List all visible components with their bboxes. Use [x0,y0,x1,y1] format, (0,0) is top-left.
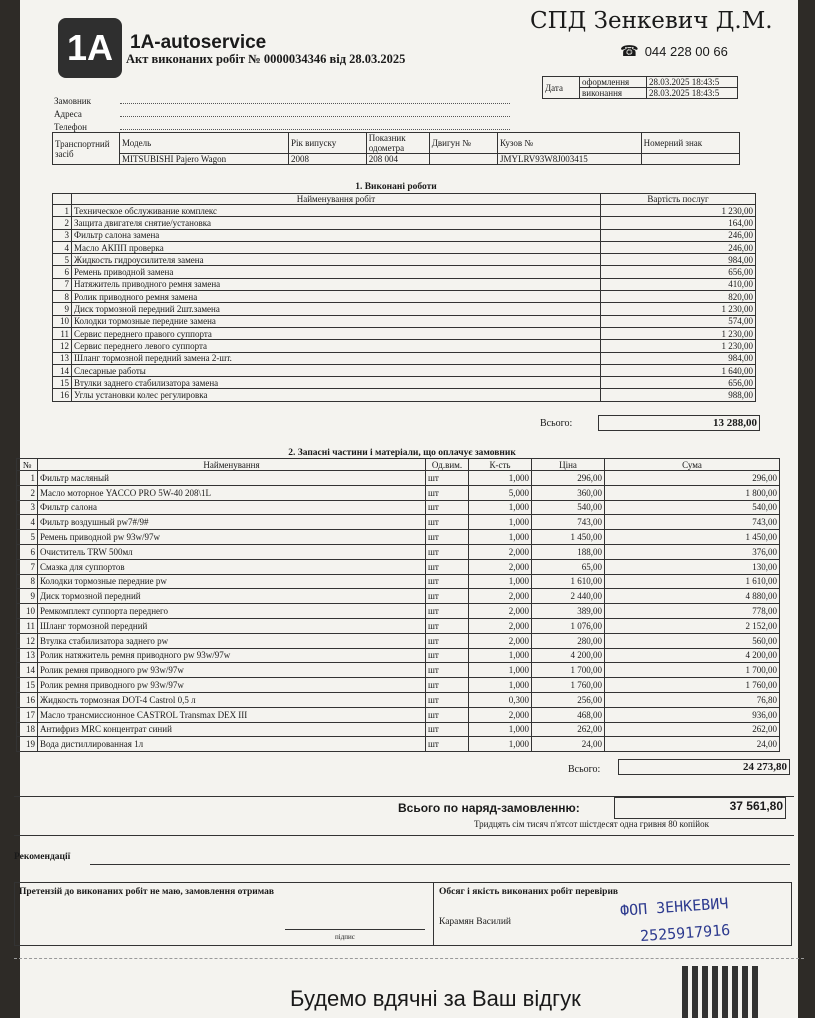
works-row-name: Ролик приводного ремня замена [72,291,601,303]
works-title: 1. Виконані роботи [355,182,437,192]
vehicle-label: Транспортний засіб [53,133,120,165]
parts-row [17,737,780,752]
works-row-no: 5 [53,254,72,266]
parts-row-qty: 2,000 [469,604,532,619]
parts-table [16,458,780,752]
works-row-name: Шланг тормозной передний замена 2-шт. [72,352,601,364]
works-row-cost: 410,00 [601,278,756,290]
parts-row-sum: 936,00 [605,707,780,722]
works-row-name: Сервис переднего правого суппорта [72,327,601,339]
works-row [53,340,756,352]
works-row-no: 1 [53,205,72,217]
works-row-no: 14 [53,364,72,376]
parts-row [17,530,780,545]
parts-row-name: Ремкомплект суппорта переднего [38,604,426,619]
parts-row-price: 256,00 [532,692,605,707]
works-row [53,352,756,364]
parts-row-unit: шт [426,707,469,722]
parts-row-no: 17 [17,707,38,722]
works-row-cost: 246,00 [601,241,756,253]
parts-row-name: Диск тормозной передний [38,589,426,604]
works-row [53,278,756,290]
parts-row [17,692,780,707]
parts-qty-header: К-сть [469,459,532,471]
parts-no-header: № [17,459,38,471]
parts-row-unit: шт [426,574,469,589]
parts-row-name: Антифриз MRC концентрат синий [38,722,426,737]
works-cost-header: Вартість послуг [601,194,756,205]
parts-row-sum: 130,00 [605,559,780,574]
parts-row [17,663,780,678]
works-name-header: Найменування робіт [72,194,601,205]
vehicle-table [52,132,740,165]
works-row [53,291,756,303]
parts-row-price: 24,00 [532,737,605,752]
engine-label: Двигун № [429,133,497,154]
parts-row-unit: шт [426,544,469,559]
works-row-no: 10 [53,315,72,327]
parts-row-unit: шт [426,633,469,648]
works-row-name: Слесарные работы [72,364,601,376]
parts-row-qty: 1,000 [469,574,532,589]
odo-label: Показник одометра [366,133,429,154]
parts-row [17,722,780,737]
parts-row-name: Масло трансмиссионное CASTROL Transmax DEX III [38,707,426,722]
grand-total-value: 37 561,80 [614,797,786,819]
works-row-name: Диск тормозной передний 2шт.замена [72,303,601,315]
parts-row-name: Жидкость тормозная DOT-4 Castrol 0,5 л [38,692,426,707]
parts-row-sum: 1 700,00 [605,663,780,678]
parts-name-header: Найменування [38,459,426,471]
client-line [120,93,510,104]
parts-row-unit: шт [426,604,469,619]
parts-row-price: 468,00 [532,707,605,722]
works-row [53,266,756,278]
works-total: 13 288,00 [598,415,760,431]
parts-row-sum: 2 152,00 [605,618,780,633]
works-row-cost: 1 640,00 [601,364,756,376]
model-label: Модель [120,133,289,154]
parts-row-name: Вода дистиллированная 1л [38,737,426,752]
works-row-cost: 656,00 [601,377,756,389]
grand-total-label: Всього по наряд-замовленню: [398,801,580,815]
parts-row-sum: 540,00 [605,500,780,515]
stamp-code: 2525917916 [639,920,731,946]
parts-row-no: 4 [17,515,38,530]
works-row-no: 6 [53,266,72,278]
company-logo: 1A [58,18,122,78]
parts-row-sum: 743,00 [605,515,780,530]
parts-row-unit: шт [426,722,469,737]
works-row-name: Сервис переднего левого суппорта [72,340,601,352]
parts-sum-header: Сума [605,459,780,471]
works-row-no: 15 [53,377,72,389]
body-value: JMYLRV93W8J003415 [498,154,642,165]
works-row-name: Защита двигателя снятие/установка [72,217,601,229]
works-row-no: 9 [53,303,72,315]
parts-row-no: 16 [17,692,38,707]
parts-row-name: Фильтр масляный [38,471,426,486]
parts-row-sum: 296,00 [605,471,780,486]
parts-price-header: Ціна [532,459,605,471]
works-row-no: 13 [53,352,72,364]
address-line [120,106,510,117]
parts-row-price: 1 700,00 [532,663,605,678]
parts-row-no: 19 [17,737,38,752]
claim-text: Претензій до виконаних робіт не маю, замовлення отримав [19,887,275,897]
parts-row-qty: 5,000 [469,485,532,500]
works-row-cost: 984,00 [601,254,756,266]
works-row-name: Колодки тормозные передние замена [72,315,601,327]
parts-row-unit: шт [426,471,469,486]
parts-row [17,604,780,619]
parts-row-unit: шт [426,737,469,752]
parts-row-price: 540,00 [532,500,605,515]
parts-row-no: 12 [17,633,38,648]
works-row-cost: 984,00 [601,352,756,364]
works-row-cost: 988,00 [601,389,756,401]
parts-row [17,633,780,648]
works-row [53,327,756,339]
parts-row [17,471,780,486]
parts-row [17,618,780,633]
works-no-header [53,194,72,205]
parts-row [17,678,780,693]
parts-row-no: 13 [17,648,38,663]
parts-row-qty: 1,000 [469,471,532,486]
works-row-name: Ремень приводной замена [72,266,601,278]
parts-row-no: 2 [17,485,38,500]
parts-unit-header: Од.вим. [426,459,469,471]
parts-row-price: 280,00 [532,633,605,648]
parts-row-qty: 1,000 [469,515,532,530]
parts-total: 24 273,80 [618,759,790,775]
parts-row-unit: шт [426,678,469,693]
model-value: MITSUBISHI Pajero Wagon [120,154,289,165]
works-row [53,377,756,389]
recommend-label: Рекомендації [14,852,71,862]
works-row [53,315,756,327]
plate-label: Номерний знак [641,133,739,154]
parts-row-unit: шт [426,485,469,500]
parts-row-name: Колодки тормозные передние pw [38,574,426,589]
works-table [52,193,756,402]
parts-row-name: Ролик натяжитель ремня приводного pw 93w/97w [38,648,426,663]
parts-row-no: 6 [17,544,38,559]
engine-value [429,154,497,165]
grand-total-box [14,796,794,836]
parts-row-qty: 1,000 [469,663,532,678]
phone-label: Телефон [54,122,87,132]
parts-row [17,648,780,663]
parts-row-name: Шланг тормозной передний [38,618,426,633]
works-row-no: 7 [53,278,72,290]
parts-row-sum: 24,00 [605,737,780,752]
parts-row-qty: 1,000 [469,737,532,752]
works-row [53,229,756,241]
parts-row-qty: 2,000 [469,618,532,633]
brand-name: 1A-autoservice [130,32,267,53]
works-row-cost: 1 230,00 [601,205,756,217]
parts-row-price: 1 760,00 [532,678,605,693]
parts-row-no: 5 [17,530,38,545]
parts-row-no: 3 [17,500,38,515]
parts-row [17,500,780,515]
year-value: 2008 [288,154,366,165]
parts-row-price: 296,00 [532,471,605,486]
parts-row-name: Втулка стабилизатора заднего pw [38,633,426,648]
parts-row-price: 1 450,00 [532,530,605,545]
works-row [53,217,756,229]
parts-row-unit: шт [426,692,469,707]
parts-row-price: 743,00 [532,515,605,530]
parts-row-sum: 4 880,00 [605,589,780,604]
parts-row-no: 18 [17,722,38,737]
parts-row-unit: шт [426,648,469,663]
parts-row [17,544,780,559]
parts-title: 2. Запасні частини і матеріали, що оплачує замовник [288,448,516,458]
parts-row-name: Масло моторное YACCO PRO 5W-40 208\1L [38,485,426,500]
plate-value [641,154,739,165]
client-label: Замовник [54,96,91,106]
address-label: Адреса [54,109,82,119]
recommend-line [90,852,790,865]
parts-row-no: 14 [17,663,38,678]
phone-number: ☎ 044 228 00 66 [620,43,728,60]
works-row-cost: 1 230,00 [601,327,756,339]
feedback-text: Будемо вдячні за Ваш відгук [290,986,581,1011]
signature-divider [433,883,434,945]
parts-row-no: 7 [17,559,38,574]
act-title: Акт виконаних робіт № 0000034346 від 28.03.2025 [126,52,406,66]
parts-row-qty: 1,000 [469,500,532,515]
parts-row-unit: шт [426,618,469,633]
parts-row-no: 9 [17,589,38,604]
parts-row-unit: шт [426,530,469,545]
amount-in-words: Тридцять сім тисяч п'ятсот шістдесят одна гривня 80 копійок [474,819,709,829]
parts-row-price: 1 076,00 [532,618,605,633]
parts-row-price: 389,00 [532,604,605,619]
works-row-cost: 820,00 [601,291,756,303]
works-row [53,254,756,266]
parts-row-qty: 2,000 [469,544,532,559]
works-row [53,241,756,253]
parts-row-name: Смазка для суппортов [38,559,426,574]
parts-row-name: Ремень приводной pw 93w/97w [38,530,426,545]
cut-line [14,958,804,959]
inspector-name: Карамян Василий [439,917,511,927]
client-sign-label: підпис [335,933,355,941]
parts-row-price: 360,00 [532,485,605,500]
works-row-cost: 656,00 [601,266,756,278]
odo-value: 208 004 [366,154,429,165]
works-total-label: Всього: [540,418,573,429]
parts-row-name: Фильтр воздушный pw7#/9# [38,515,426,530]
issued-value: 28.03.2025 18:43:5 [647,77,738,88]
parts-row-unit: шт [426,515,469,530]
client-sign-line [285,923,425,930]
works-row [53,205,756,217]
works-row-name: Фильтр салона замена [72,229,601,241]
parts-row-sum: 1 610,00 [605,574,780,589]
works-row-no: 12 [53,340,72,352]
works-row-name: Втулки заднего стабилизатора замена [72,377,601,389]
works-row-no: 11 [53,327,72,339]
parts-row-qty: 1,000 [469,678,532,693]
parts-total-label: Всього: [568,764,601,775]
works-row-name: Жидкость гидроусилителя замена [72,254,601,266]
works-row-cost: 164,00 [601,217,756,229]
parts-row-qty: 2,000 [469,559,532,574]
parts-row-sum: 1 800,00 [605,485,780,500]
works-row-cost: 246,00 [601,229,756,241]
phone-line [120,119,510,130]
works-row-no: 4 [53,241,72,253]
parts-row-qty: 2,000 [469,707,532,722]
parts-row-qty: 2,000 [469,633,532,648]
works-row-name: Техническое обслуживание комплекс [72,205,601,217]
parts-row-sum: 376,00 [605,544,780,559]
works-row-no: 16 [53,389,72,401]
works-row-cost: 1 230,00 [601,340,756,352]
parts-row-sum: 560,00 [605,633,780,648]
parts-row-price: 1 610,00 [532,574,605,589]
works-row-name: Углы установки колес регулировка [72,389,601,401]
works-row-name: Масло АКПП проверка [72,241,601,253]
parts-row [17,574,780,589]
works-row-no: 8 [53,291,72,303]
parts-row-sum: 262,00 [605,722,780,737]
parts-row-no: 11 [17,618,38,633]
parts-row-price: 188,00 [532,544,605,559]
year-label: Рік випуску [288,133,366,154]
parts-row [17,559,780,574]
works-row-cost: 574,00 [601,315,756,327]
provider-name: СПД Зенкевич Д.М. [530,8,773,34]
parts-row-qty: 1,000 [469,530,532,545]
parts-row-no: 8 [17,574,38,589]
parts-row-sum: 76,80 [605,692,780,707]
done-value: 28.03.2025 18:43:5 [647,88,738,99]
parts-row [17,515,780,530]
date-label: Дата [543,77,580,99]
parts-row-no: 15 [17,678,38,693]
works-row [53,364,756,376]
works-row [53,389,756,401]
parts-row-unit: шт [426,559,469,574]
checked-text: Обсяг і якість виконаних робіт перевірив [439,887,619,897]
parts-row-name: Фильтр салона [38,500,426,515]
parts-row [17,589,780,604]
parts-row-price: 65,00 [532,559,605,574]
parts-row [17,707,780,722]
parts-row-unit: шт [426,500,469,515]
parts-row-no: 10 [17,604,38,619]
parts-row-qty: 1,000 [469,722,532,737]
date-table [542,76,738,99]
parts-row-no: 1 [17,471,38,486]
works-row-no: 3 [53,229,72,241]
parts-row-price: 262,00 [532,722,605,737]
parts-row-price: 4 200,00 [532,648,605,663]
parts-row-qty: 0,300 [469,692,532,707]
parts-row-qty: 1,000 [469,648,532,663]
parts-row-sum: 1 760,00 [605,678,780,693]
stamp-name: ФОП ЗЕНКЕВИЧ [619,894,729,920]
parts-row-name: Очиститель TRW 500мл [38,544,426,559]
parts-row-qty: 2,000 [469,589,532,604]
parts-row [17,485,780,500]
parts-row-name: Ролик ремня приводного pw 93w/97w [38,678,426,693]
parts-row-price: 2 440,00 [532,589,605,604]
parts-row-sum: 1 450,00 [605,530,780,545]
works-row-name: Натяжитель приводного ремня замена [72,278,601,290]
qr-code-icon[interactable] [682,966,762,1018]
works-row-cost: 1 230,00 [601,303,756,315]
works-row [53,303,756,315]
parts-row-unit: шт [426,663,469,678]
parts-row-unit: шт [426,589,469,604]
works-row-no: 2 [53,217,72,229]
done-label: виконання [580,88,647,99]
parts-row-name: Ролик ремня приводного pw 93w/97w [38,663,426,678]
telephone-icon: ☎ [620,43,639,60]
parts-row-sum: 778,00 [605,604,780,619]
issued-label: оформлення [580,77,647,88]
parts-row-sum: 4 200,00 [605,648,780,663]
body-label: Кузов № [498,133,642,154]
work-act-document [14,0,798,1018]
